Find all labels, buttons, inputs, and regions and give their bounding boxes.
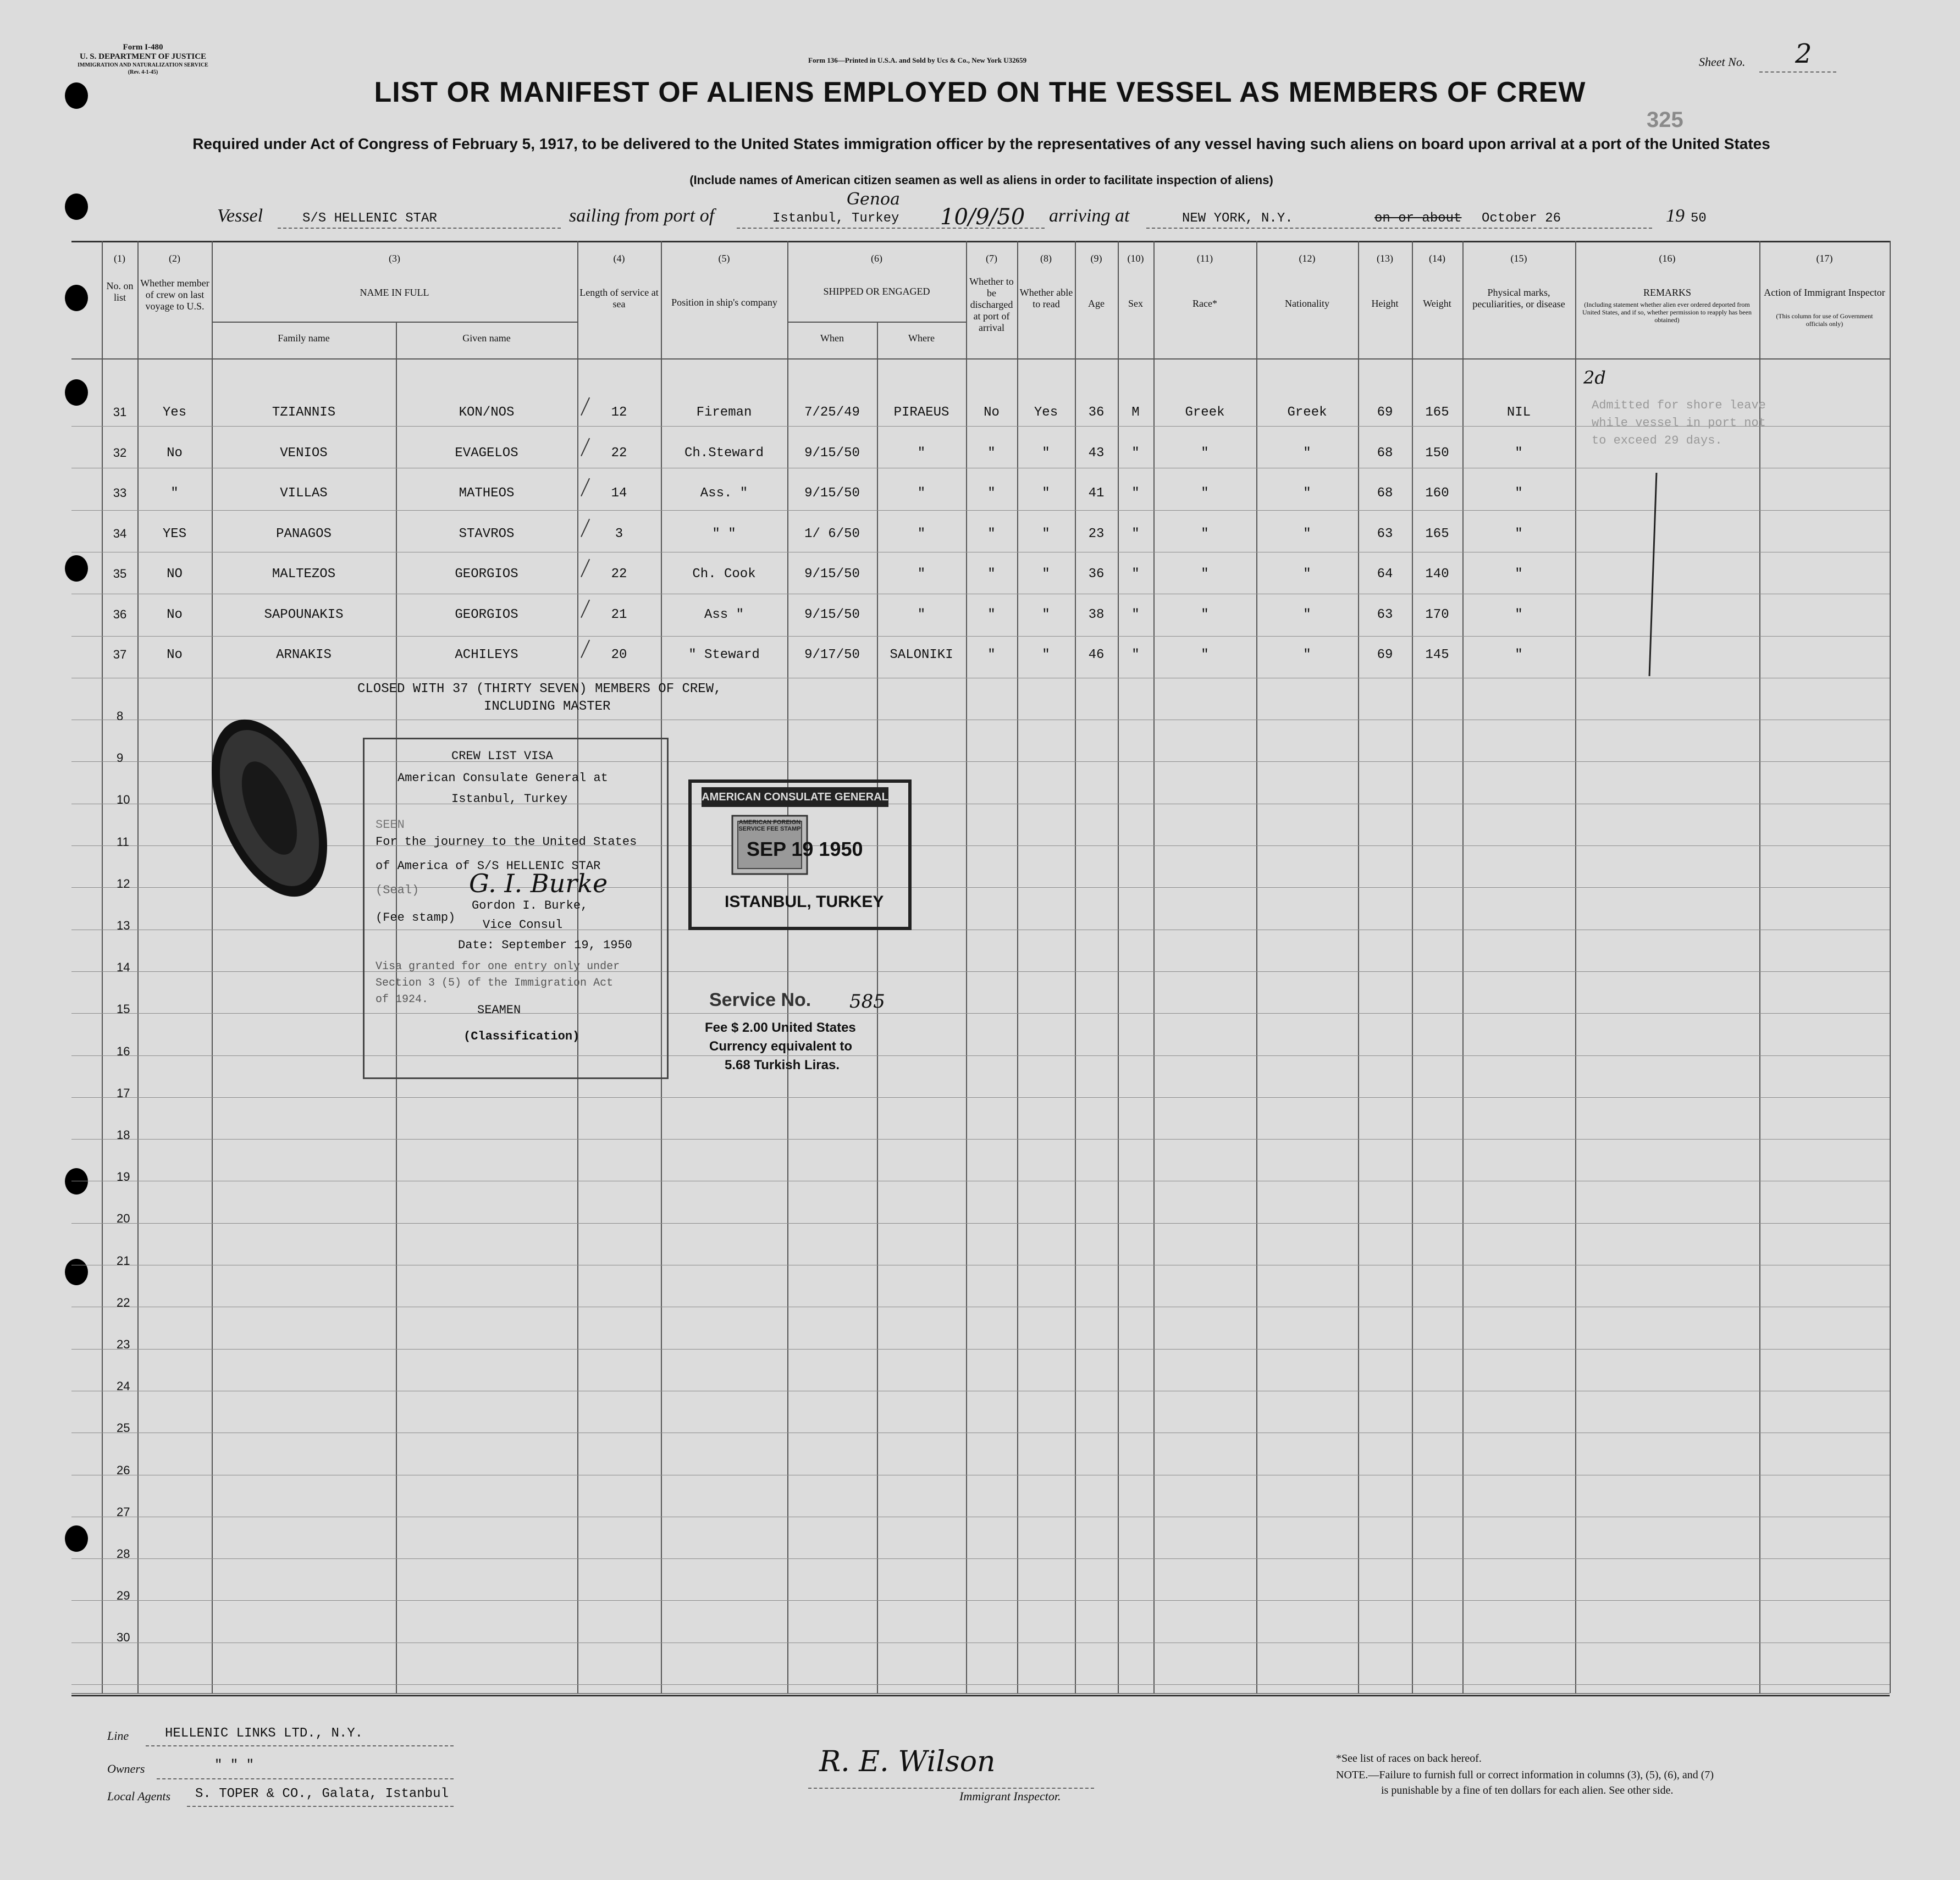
col-num-3: (3) [389,253,400,264]
col-num-15: (15) [1510,253,1527,264]
visa-granted-2: Section 3 (5) of the Immigration Act [376,977,614,989]
col-head-no: No. on list [106,280,134,303]
note-text: —Failure to furnish full or correct information in columns (3), (5), (6), and (7) [1368,1769,1714,1781]
visa-granted-3: of 1924. [376,993,429,1006]
fee-stamp-city: ISTANBUL, TURKEY [725,893,884,911]
crew-cell-service: 12 [611,405,627,420]
crew-cell-family: ARNAKIS [276,648,332,662]
visa-officer-title: Vice Consul [483,918,563,932]
crew-cell-read: Yes [1034,405,1058,420]
row-number: 13 [117,919,130,932]
visa-granted-1: Visa granted for one entry only under [376,960,620,973]
row-number: 30 [117,1630,130,1644]
col-head-read: Whether able to read [1019,287,1073,309]
crew-cell-height: 68 [1377,486,1393,501]
col-head-where: Where [908,333,935,344]
crew-cell-when: 7/25/49 [804,405,860,420]
crew-cell-height: 63 [1377,527,1393,541]
service-currency: Currency equivalent to [709,1039,853,1054]
crew-cell-given: STAVROS [459,527,515,541]
remarks-handwritten: 2d [1583,367,1606,388]
col-head-position: Position in ship's company [671,297,777,308]
crew-cell-given: ACHILEYS [455,648,518,662]
fee-stamp-header: AMERICAN CONSULATE GENERAL [702,787,888,807]
crew-cell-race: " [1201,446,1209,461]
crew-cell-given: KON/NOS [459,405,515,420]
footer-note-2: is punishable by a fine of ten dollars for each alien. See other side. [1381,1784,1674,1796]
crew-cell-given: GEORGIOS [455,607,518,622]
crew-cell-weight: 170 [1425,607,1449,622]
row-rule [71,1097,1890,1098]
sheet-number-line [1759,71,1836,73]
crew-cell-family: VENIOS [280,446,328,461]
visa-journey: For the journey to the United States [376,835,637,849]
crew-cell-sex: " [1131,446,1140,461]
crew-cell-discharged: No [984,405,1000,420]
row-number: 26 [117,1463,130,1477]
visa-officer-name: Gordon I. Burke, [472,899,588,913]
crew-cell-prev: NO [167,567,183,582]
crew-cell-discharged: " [987,607,996,622]
row-number: 16 [117,1044,130,1058]
on-or-about-struck: on or about [1374,211,1462,226]
row-number: 24 [117,1379,130,1393]
crew-cell-position: Ass " [704,607,744,622]
vessel-label: Vessel [217,206,263,226]
visa-seal: (Seal) [376,883,419,897]
crew-cell-race: Greek [1185,405,1225,420]
crew-cell-service: 20 [611,648,627,662]
col-num-7: (7) [986,253,997,264]
sailing-port-handwritten: Genoa [847,190,900,209]
row-rule [71,1349,1890,1350]
arriving-label: arriving at [1049,206,1130,226]
col-head-name: NAME IN FULL [360,287,429,298]
col-head-service: Length of service at sea [579,287,659,309]
crew-cell-where: " [917,567,926,582]
crew-cell-prev: " [170,486,179,501]
crew-cell-read: " [1042,648,1050,662]
row-number: 18 [117,1128,130,1142]
crew-cell-nationality: " [1303,486,1311,501]
crew-cell-sex: " [1131,486,1140,501]
form-number: Form I-480 [123,43,163,52]
row-rule [71,887,1890,888]
row-rule [71,1139,1890,1140]
row-number: 21 [117,1254,130,1268]
row-number: 19 [117,1170,130,1184]
printer-line: Form 136—Printed in U.S.A. and Sold by Ucs & Co., New York U32659 [808,56,1027,64]
col-head-action: Action of Immigrant Inspector [1764,287,1885,298]
year-prefix: 19 [1666,206,1685,226]
row-number: 11 [117,835,129,849]
crew-cell-service: 3 [615,527,623,541]
crew-cell-prev: No [167,446,183,461]
row-number: 27 [117,1505,130,1519]
col-head-remarks-note: (Including statement whether alien ever ordered deported from United States, and if so, whether permission to reapply has been obtained) [1582,301,1752,324]
crew-cell-height: 69 [1377,405,1393,420]
row-rule [71,971,1890,972]
crew-cell-service: 21 [611,607,627,622]
crew-cell-height: 63 [1377,607,1393,622]
vessel-name: S/S HELLENIC STAR [302,211,437,226]
col-head-when: When [820,333,844,344]
form-identifier [71,43,214,76]
crew-cell-discharged: " [987,527,996,541]
binder-hole [65,193,88,220]
crew-cell-marks: " [1515,527,1523,541]
crew-cell-nationality: " [1303,567,1311,582]
crew-cell-weight: 165 [1425,527,1449,541]
crew-cell-race: " [1201,567,1209,582]
crew-cell-when: 9/17/50 [804,648,860,662]
crew-cell-when: 1/ 6/50 [804,527,860,541]
col-head-physical-marks: Physical marks, peculiarities, or disease [1472,287,1565,309]
crew-cell-sex: " [1131,648,1140,662]
crew-cell-marks: " [1515,648,1523,662]
note-label: NOTE. [1336,1769,1368,1781]
col-num-1: (1) [114,253,125,264]
line-label: Line [107,1729,129,1743]
sheet-label: Sheet No. [1699,55,1746,69]
col-head-sex: Sex [1128,298,1143,309]
crew-cell-nationality: " [1303,607,1311,622]
crew-cell-sex: M [1131,405,1140,420]
fee-stamp-date: SEP 19 1950 [747,838,863,860]
page-title: LIST OR MANIFEST OF ALIENS EMPLOYED ON THE VESSEL AS MEMBERS OF CREW [374,76,1586,108]
col-num-10: (10) [1127,253,1144,264]
crew-cell-no: 34 [113,527,127,540]
crew-cell-no: 31 [113,405,127,419]
visa-fee-stamp-label: (Fee stamp) [376,911,456,925]
service-fee: Fee $ 2.00 United States [705,1020,856,1035]
crew-cell-height: 68 [1377,446,1393,461]
remarks-text: Admitted for shore leave while vessel in port not to exceed 29 days. [1592,399,1766,447]
crew-cell-given: GEORGIOS [455,567,518,582]
crew-cell-sex: " [1131,567,1140,582]
arrival-date: October 26 [1482,211,1561,226]
row-number: 29 [117,1589,130,1602]
crew-cell-family: VILLAS [280,486,328,501]
crew-cell-age: 23 [1088,527,1105,541]
col-num-16: (16) [1659,253,1676,264]
consular-seal-emblem [203,704,330,913]
crew-cell-position: Fireman [696,405,752,420]
requirement-note: (Include names of American citizen seamen as well as aliens in order to facilitate inspection of aliens) [689,173,1273,187]
service-number: 585 [849,991,885,1013]
year-suffix: 50 [1691,211,1707,226]
agents-label: Local Agents [107,1789,171,1803]
crew-cell-height: 64 [1377,567,1393,582]
row-number: 25 [117,1421,130,1435]
crew-cell-when: 9/15/50 [804,607,860,622]
crew-cell-age: 36 [1088,567,1105,582]
crew-cell-age: 38 [1088,607,1105,622]
revision-date: (Rev. 4-1-45) [128,69,158,75]
col-head-race: Race* [1192,298,1217,309]
row-rule [71,1055,1890,1056]
crew-cell-given: EVAGELOS [455,446,518,461]
crew-cell-given: MATHEOS [459,486,515,501]
crew-cell-weight: 140 [1425,567,1449,582]
col-num-5: (5) [718,253,730,264]
crew-cell-position: Ass. " [700,486,748,501]
crew-cell-where: " [917,607,926,622]
crew-cell-where: " [917,446,926,461]
agents-value: S. TOPER & CO., Galata, Istanbul [195,1787,449,1801]
col-num-6: (6) [871,253,882,264]
crew-cell-prev: No [167,607,183,622]
col-head-remarks: REMARKS [1643,287,1692,298]
col-num-2: (2) [169,253,180,264]
visa-date: Date: September 19, 1950 [458,938,632,952]
crew-cell-age: 41 [1088,486,1105,501]
crew-cell-weight: 150 [1425,446,1449,461]
col-num-12: (12) [1299,253,1316,264]
col-head-previous-voyage: Whether member of crew on last voyage to U.S. [140,278,209,312]
arriving-port: NEW YORK, N.Y. [1182,211,1293,226]
row-number: 8 [117,709,124,723]
crew-cell-sex: " [1131,527,1140,541]
line-rule [146,1745,454,1746]
crew-cell-nationality: Greek [1287,405,1327,420]
agents-rule [187,1806,454,1807]
crew-cell-family: PANAGOS [276,527,332,541]
visa-seen: SEEN [376,818,405,832]
crew-cell-service: 22 [611,567,627,582]
crew-cell-height: 69 [1377,648,1393,662]
crew-cell-prev: No [167,648,183,662]
crew-cell-when: 9/15/50 [804,567,860,582]
row-rule [71,636,1890,637]
crew-cell-read: " [1042,527,1050,541]
crew-cell-read: " [1042,567,1050,582]
department-name: U. S. DEPARTMENT OF JUSTICE [79,52,207,61]
row-number: 14 [117,960,130,974]
closing-note-1: CLOSED WITH 37 (THIRTY SEVEN) MEMBERS OF CREW, [357,682,722,696]
col-num-4: (4) [613,253,625,264]
crew-cell-marks: NIL [1506,405,1531,420]
row-number: 12 [117,877,130,891]
crew-cell-marks: " [1515,486,1523,501]
row-number: 9 [117,751,124,765]
crew-cell-read: " [1042,607,1050,622]
crew-cell-discharged: " [987,446,996,461]
crew-cell-read: " [1042,486,1050,501]
inspector-signature: R. E. Wilson [819,1745,996,1778]
crew-cell-where: PIRAEUS [893,405,949,420]
vessel-name-line [278,228,561,229]
consulate-fee-stamp [688,779,912,930]
crew-cell-where: SALONIKI [890,648,953,662]
col-num-17: (17) [1816,253,1833,264]
shipped-subheader-rule [787,322,966,323]
visa-signature: G. I. Burke [469,869,608,898]
row-rule [71,1558,1890,1559]
visa-city: Istanbul, Turkey [451,792,568,806]
col-head-discharged: Whether to be discharged at port of arrival [969,276,1014,333]
visa-classification-value: SEAMEN [477,1003,521,1017]
crew-cell-weight: 165 [1425,405,1449,420]
requirement-text: Required under Act of Congress of February 5, 1917, to be delivered to the United States immigration officer by the representatives of any vessel having such aliens on board upon arrival at a port of the United States [192,135,1770,152]
crew-cell-where: " [917,527,926,541]
sheet-number: 2 [1795,38,1812,69]
inspector-label: Immigrant Inspector. [959,1789,1061,1803]
crew-cell-race: " [1201,607,1209,622]
crew-cell-marks: " [1515,446,1523,461]
crew-cell-read: " [1042,446,1050,461]
crew-cell-service: 22 [611,446,627,461]
crew-cell-age: 36 [1088,405,1105,420]
crew-list-visa-stamp [363,738,669,1079]
crew-cell-when: 9/15/50 [804,486,860,501]
crew-cell-discharged: " [987,648,996,662]
visa-title: CREW LIST VISA [451,749,553,763]
crew-cell-no: 32 [113,446,127,460]
service-number-label: Service No. [709,989,811,1010]
col-head-family-name: Family name [278,333,330,344]
crew-cell-family: TZIANNIS [272,405,336,420]
row-number: 17 [117,1086,130,1100]
service-liras: 5.68 Turkish Liras. [725,1058,840,1072]
crew-cell-nationality: " [1303,527,1311,541]
visa-consulate: American Consulate General at [397,771,608,785]
crew-cell-position: " Steward [688,648,760,662]
sailing-port: Istanbul, Turkey [772,211,899,226]
row-number: 23 [117,1337,130,1351]
crew-cell-no: 35 [113,567,127,580]
visa-vessel: of America of S/S HELLENIC STAR [376,859,601,873]
col-head-given-name: Given name [462,333,511,344]
col-head-nationality: Nationality [1285,298,1329,309]
row-number: 20 [117,1212,130,1225]
races-note: *See list of races on back hereof. [1336,1752,1482,1765]
crew-cell-race: " [1201,648,1209,662]
row-rule [71,1223,1890,1224]
owners-label: Owners [107,1762,145,1776]
crew-cell-family: MALTEZOS [272,567,336,582]
row-rule [71,510,1890,511]
header-bottom-rule [71,358,1890,360]
stamp-number: 325 [1647,108,1683,132]
footer-note [1336,1767,1831,1783]
crew-cell-nationality: " [1303,648,1311,662]
row-number: 15 [117,1002,130,1016]
crew-cell-no: 33 [113,486,127,500]
row-rule [71,761,1890,762]
owners-value: " " " [214,1758,255,1773]
col-num-14: (14) [1429,253,1445,264]
crew-cell-position: " " [712,527,736,541]
crew-cell-service: 14 [611,486,627,501]
col-num-9: (9) [1090,253,1102,264]
sailing-date-handwritten: 10/9/50 [940,204,1025,230]
line-value: HELLENIC LINKS LTD., N.Y. [165,1726,363,1741]
row-number: 10 [117,793,130,806]
crew-cell-when: 9/15/50 [804,446,860,461]
inspector-rule [808,1788,1094,1789]
col-num-8: (8) [1040,253,1052,264]
closing-note-2: INCLUDING MASTER [484,699,611,714]
arrival-line [1146,228,1652,229]
row-rule [71,1013,1890,1014]
crew-cell-prev: Yes [162,405,187,420]
crew-cell-position: Ch. Cook [692,567,756,582]
row-rule [71,1600,1890,1601]
crew-cell-weight: 160 [1425,486,1449,501]
col-head-action-note: (This column for use of Government officials only) [1776,312,1873,328]
col-head-weight: Weight [1423,298,1451,309]
crew-cell-position: Ch.Steward [684,446,764,461]
crew-cell-prev: YES [162,527,187,541]
crew-cell-family: SAPOUNAKIS [264,607,344,622]
sailing-label: sailing from port of [569,206,715,226]
service-name: IMMIGRATION AND NATURALIZATION SERVICE [78,62,208,68]
col-num-11: (11) [1196,253,1213,264]
fee-stamp-text: AMERICAN FOREIGN SERVICE FEE STAMP [738,819,801,832]
col-head-shipped: SHIPPED OR ENGAGED [823,286,930,297]
crew-cell-age: 43 [1088,446,1105,461]
col-num-13: (13) [1377,253,1393,264]
col-head-age: Age [1088,298,1105,309]
crew-cell-discharged: " [987,486,996,501]
name-subheader-rule [212,322,577,323]
crew-cell-age: 46 [1088,648,1105,662]
col-head-height: Height [1371,298,1399,309]
crew-cell-marks: " [1515,607,1523,622]
row-number: 28 [117,1547,130,1561]
table-bottom-rule [71,1693,1890,1695]
crew-cell-race: " [1201,486,1209,501]
crew-cell-sex: " [1131,607,1140,622]
crew-cell-marks: " [1515,567,1523,582]
col-divider [1890,241,1891,1693]
row-rule [71,1684,1890,1685]
row-rule [71,845,1890,846]
crew-cell-weight: 145 [1425,648,1449,662]
visa-classification-label: (Classification) [463,1030,580,1043]
crew-cell-where: " [917,486,926,501]
crew-cell-discharged: " [987,567,996,582]
crew-cell-no: 37 [113,648,127,661]
crew-cell-race: " [1201,527,1209,541]
row-number: 22 [117,1296,130,1309]
owners-rule [157,1778,454,1779]
crew-cell-no: 36 [113,607,127,621]
crew-cell-nationality: " [1303,446,1311,461]
